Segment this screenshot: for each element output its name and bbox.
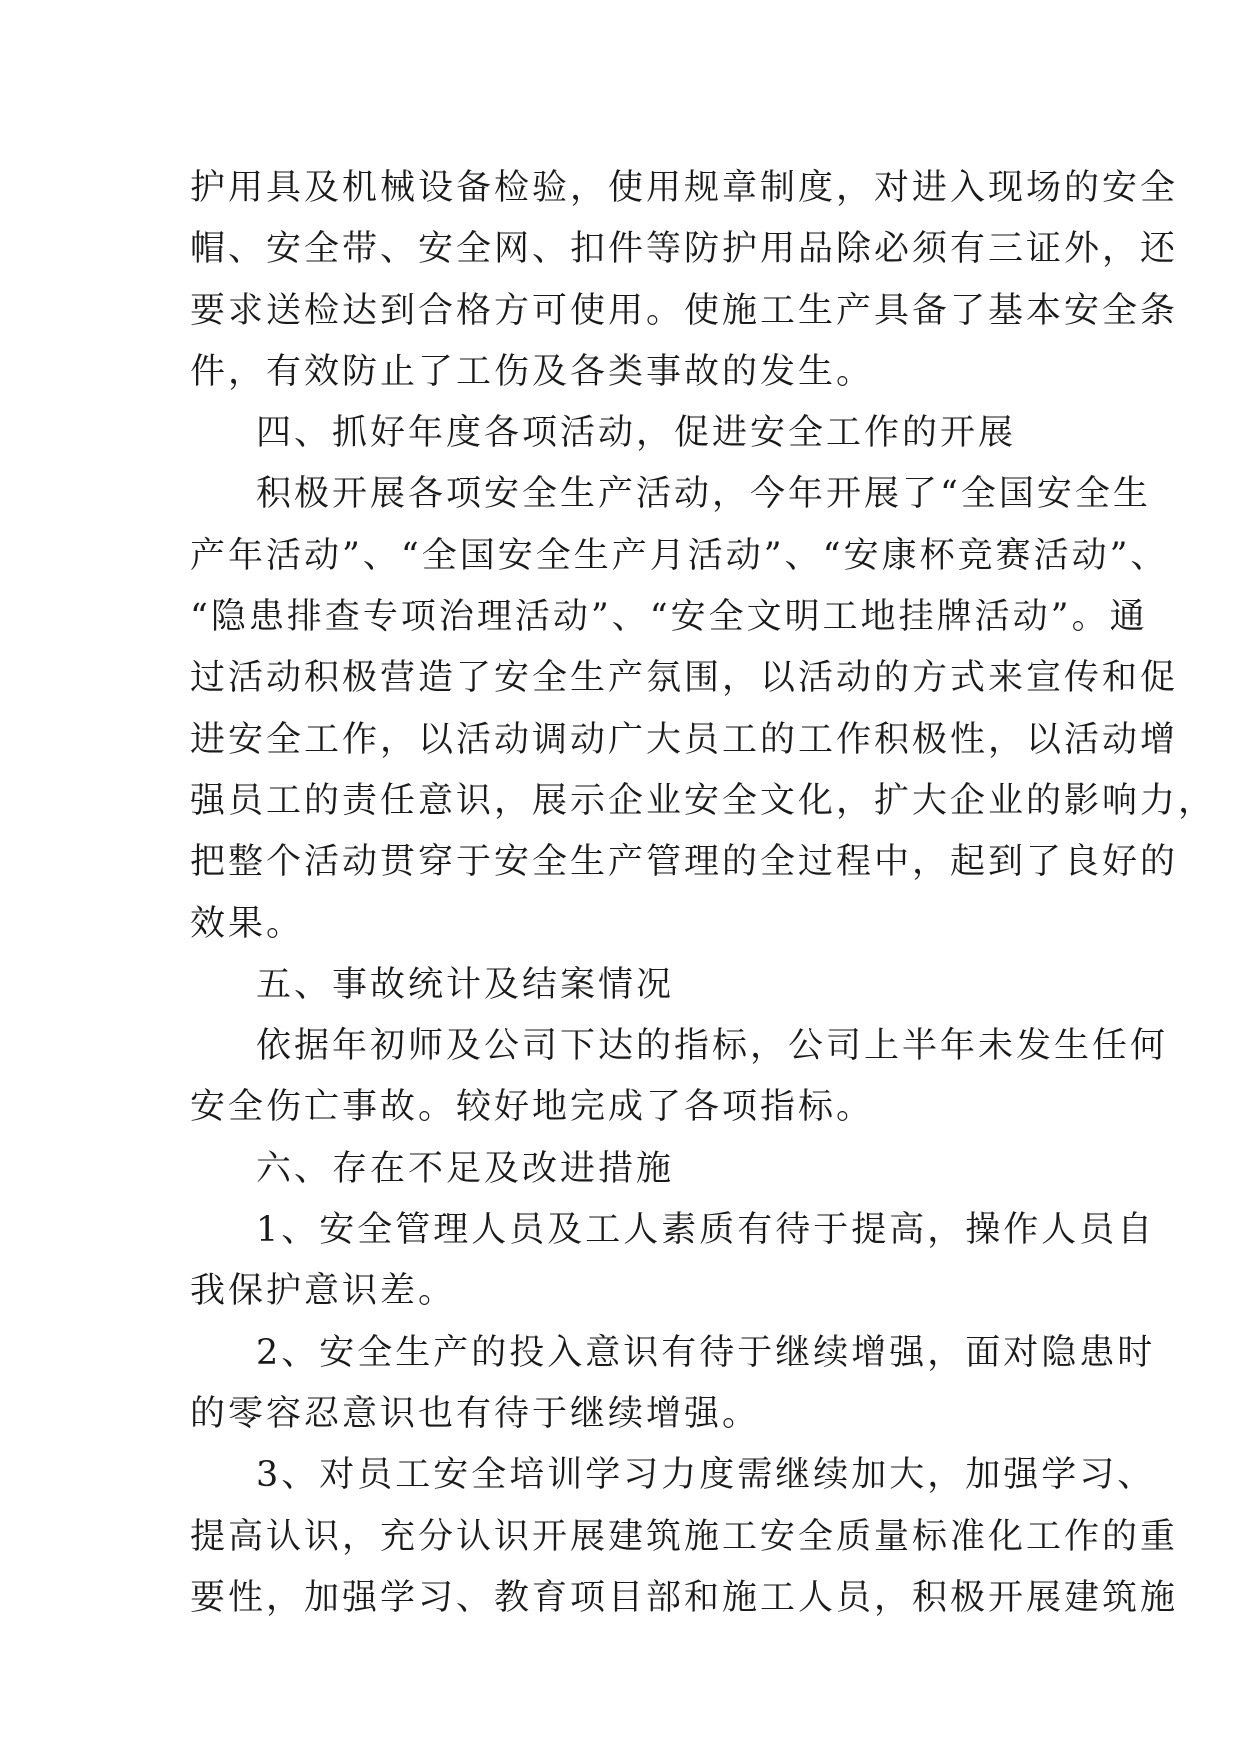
paragraph-start-line: 六、存在不足及改进措施 (256, 1148, 675, 1189)
paragraph-start-line: 依据年初师及公司下达的指标，公司上半年未发生任何 (256, 1026, 1169, 1067)
text-line: 效果。 (190, 903, 305, 944)
paragraph-start-line: 1、安全管理人员及工人素质有待于提高，操作人员自 (256, 1210, 1156, 1251)
paragraph-start-line: 积极开展各项安全生产活动，今年开展了“全国安全生 (256, 474, 1151, 515)
text-line: 要求送检达到合格方可使用。使施工生产具备了基本安全条 (190, 290, 1179, 331)
text-line: 帽、安全带、安全网、扣件等防护用品除必须有三证外，还 (190, 229, 1179, 270)
paragraph-start-line: 五、事故统计及结案情况 (256, 964, 675, 1005)
text-line: 提高认识，充分认识开展建筑施工安全质量标准化工作的重 (190, 1516, 1179, 1557)
text-line: 要性，加强学习、教育项目部和施工人员，积极开展建筑施 (190, 1577, 1179, 1618)
text-line: 把整个活动贯穿于安全生产管理的全过程中，起到了良好的 (190, 842, 1179, 883)
text-line: 护用具及机械设备检验，使用规章制度，对进入现场的安全 (190, 168, 1179, 208)
text-line: 我保护意识差。 (190, 1271, 457, 1312)
text-line: 进安全工作，以活动调动广大员工的工作积极性，以活动增 (190, 719, 1179, 760)
paragraph-start-line: 四、抓好年度各项活动，促进安全工作的开展 (256, 413, 1017, 454)
text-line: “隐患排查专项治理活动”、“安全文明工地挂牌活动”。通 (190, 597, 1148, 638)
paragraph-start-line: 2、安全生产的投入意识有待于继续增强，面对隐患时 (256, 1332, 1156, 1373)
text-line: 件，有效防止了工伤及各类事故的发生。 (190, 351, 875, 392)
text-line: 安全伤亡事故。较好地完成了各项指标。 (190, 1087, 875, 1128)
paragraph-start-line: 3、对员工安全培训学习力度需继续加大，加强学习、 (256, 1455, 1156, 1496)
text-line: 的零容忍意识也有待于继续增强。 (190, 1393, 761, 1434)
text-line: 过活动积极营造了安全生产氛围，以活动的方式来宣传和促 (190, 658, 1179, 699)
text-line: 产年活动”、“全国安全生产月活动”、“安康杯竞赛活动”、 (190, 535, 1169, 576)
document-body (190, 158, 1217, 1629)
text-line: 强员工的责任意识，展示企业安全文化，扩大企业的影响力， (190, 780, 1217, 821)
